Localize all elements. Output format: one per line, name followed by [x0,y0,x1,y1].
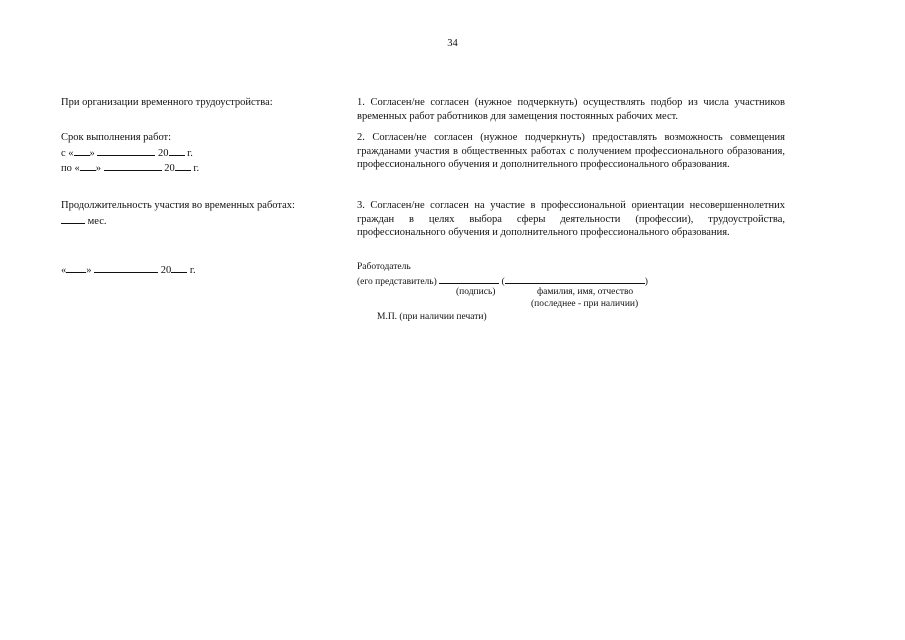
deadline-to-year-blank[interactable] [175,160,191,171]
deadline-to-mid: » [95,163,101,175]
name-caption: фамилия, имя, отчество [537,287,634,297]
deadline-to-prefix: по « [61,163,80,175]
deadline-from-mid: » [89,147,95,159]
representative-label: (его представитель) [357,277,437,287]
deadline-from-year-suffix: г. [187,147,193,159]
deadline-from-line [61,145,341,161]
deadline-label: Срок выполнения работ: [61,132,172,143]
deadline-to-year-prefix: 20 [164,163,175,175]
consent-item-2: 2. Согласен/не согласен (нужное подчеркнуть) предоставлять возможность совмещения гражданами участия в общественных работах с получением профессионального образования, профессионального обучения и дополнительного профессионального образования. [357,132,785,171]
deadline-from-prefix: с « [61,147,74,159]
date-close-quote: » [86,265,92,276]
organization-label-text: При организации временного трудоустройства: [61,97,273,108]
duration-block [61,199,341,228]
consent-item-3: 3. Согласен/не согласен на участие в профессиональной ориентации несовершеннолетних граждан в целях выбора сферы деятельности (профессии), трудоустройства, профессионального обучения и дополнительного профессионального образования. [357,200,785,239]
deadline-block [61,131,341,176]
duration-months-blank[interactable] [61,213,85,224]
name-paren-open: ( [501,277,505,287]
signature-blank[interactable] [439,274,499,284]
duration-label: Продолжительность участия во временных работах: [61,200,295,211]
employer-label: Работодатель [357,262,411,272]
deadline-from-month-blank[interactable] [97,145,155,156]
organization-label [61,96,341,110]
name-paren-close: ) [644,277,648,287]
date-day-blank[interactable] [66,262,86,273]
date-year-suffix: г. [189,265,196,276]
page-number: 34 [447,38,458,49]
date-year-blank[interactable] [171,262,187,273]
consent-item-1: 1. Согласен/не согласен (нужное подчеркнуть) осуществлять подбор из числа участников временных работ работников для замещения постоянных рабочих мест. [357,97,785,122]
date-year-prefix: 20 [160,265,172,276]
deadline-from-year-blank[interactable] [169,145,185,156]
name-caption-note: (последнее - при наличии) [531,299,639,309]
deadline-from-year-prefix: 20 [158,147,169,159]
deadline-from-day-blank[interactable] [74,145,90,156]
deadline-to-line [61,160,341,176]
deadline-to-year-suffix: г. [193,163,200,175]
duration-unit: мес. [87,215,107,227]
full-name-blank[interactable] [505,274,645,284]
stamp-label: М.П. (при наличии печати) [377,312,487,322]
signature-caption: (подпись) [456,287,496,297]
date-open-quote: « [61,265,67,276]
deadline-to-month-blank[interactable] [104,160,162,171]
deadline-to-day-blank[interactable] [80,160,96,171]
duration-line [61,213,341,229]
date-month-blank[interactable] [94,262,158,273]
date-line [61,262,341,278]
